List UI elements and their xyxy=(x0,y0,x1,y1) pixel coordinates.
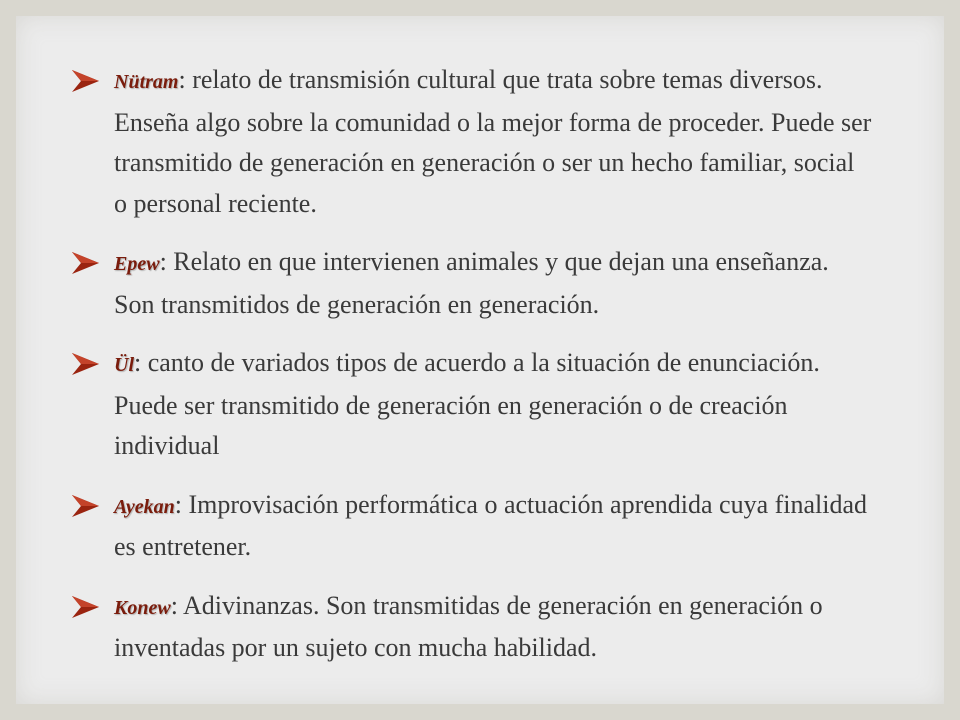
list-item xyxy=(72,242,872,325)
definition-text: : relato de transmisión cultural que trata sobre temas diversos. Enseña algo sobre la comunidad o la mejor forma de proceder. Puede ser transmitido de generación en generación o ser un hecho familiar, social o personal reciente. xyxy=(114,65,872,218)
list-item xyxy=(72,343,872,467)
arrowhead-bullet-icon xyxy=(72,252,100,274)
definition-text: : Relato en que intervienen animales y que dejan una enseñanza. Son transmitidos de generación en generación. xyxy=(114,247,829,319)
term-label: Epew xyxy=(114,253,160,275)
bullet-list xyxy=(72,60,872,687)
list-item xyxy=(72,60,872,224)
term-label: Konew xyxy=(114,596,171,619)
arrowhead-bullet-icon xyxy=(72,495,100,517)
term-label: Ül xyxy=(114,354,134,376)
list-item xyxy=(72,586,872,669)
definition-text: : Adivinanzas. Son transmitidas de generación en generación o inventadas por un sujeto con mucha habilidad. xyxy=(114,590,823,662)
term-label: Nütram xyxy=(114,71,179,93)
arrowhead-bullet-icon xyxy=(72,70,100,92)
arrowhead-bullet-icon xyxy=(72,353,100,375)
slide xyxy=(16,16,944,704)
arrowhead-bullet-icon xyxy=(72,596,100,618)
definition-text: : canto de variados tipos de acuerdo a la situación de enunciación. Puede ser transmitido de generación en generación o de creación individual xyxy=(114,348,820,460)
definition-text: : Improvisación performática o actuación aprendida cuya finalidad es entretener. xyxy=(114,489,868,561)
term-label: Ayekan xyxy=(114,495,175,518)
list-item xyxy=(72,485,872,568)
